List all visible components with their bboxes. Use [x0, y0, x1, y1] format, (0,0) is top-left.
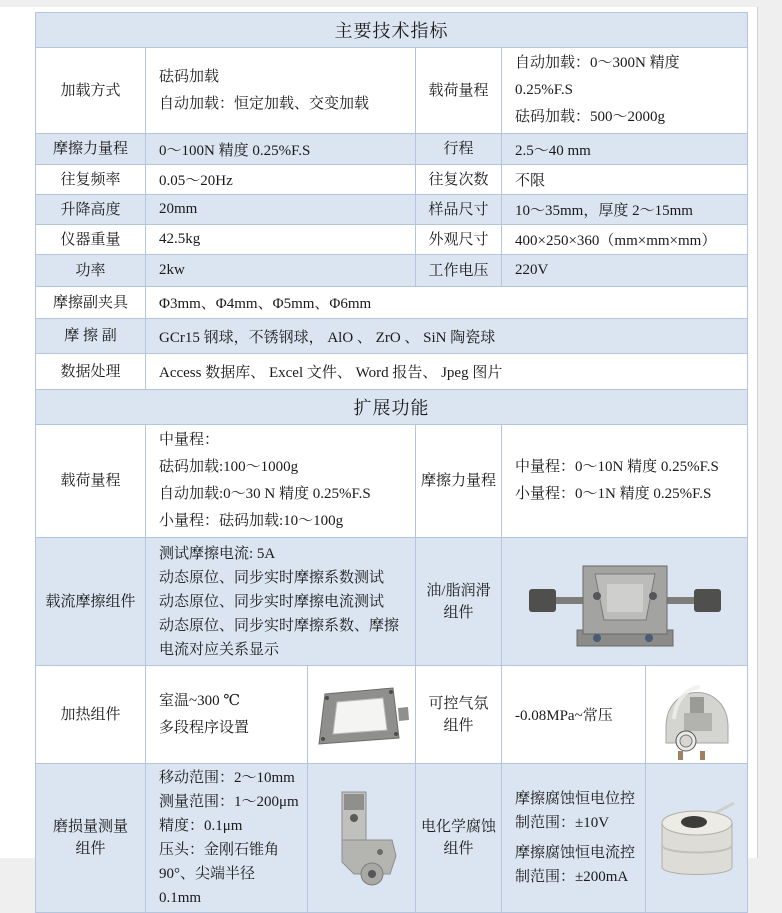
spec-label-weight: 仪器重量 [36, 225, 146, 255]
spec-value-weight: 42.5kg [146, 225, 416, 255]
table-row [36, 764, 748, 913]
heating-plate-photo [308, 666, 416, 764]
section-title-main-specs: 主要技术指标 [36, 13, 748, 48]
spec-value-load-range: 自动加载：0～300N 精度 0.25%F.S 砝码加载：500～2000g [502, 48, 748, 134]
table-row [36, 13, 748, 48]
spec-value-pair: GCr15 钢球，不锈钢球， AlO 、 ZrO 、 SiN 陶瓷球 [146, 319, 748, 354]
ext-label-electrochemical: 电化学腐蚀 组件 [416, 764, 502, 913]
spec-value-stroke: 2.5～40 mm [502, 134, 748, 165]
spec-value-voltage: 220V [502, 255, 748, 287]
document-page [0, 7, 758, 906]
spec-value-sample-size: 10～35mm，厚度 2～15mm [502, 195, 748, 225]
electrochemical-corrosion-cell-photo [646, 764, 748, 913]
ext-label-friction-range: 摩擦力量程 [416, 425, 502, 538]
heating-plate-image [313, 672, 411, 758]
ext-value-current-friction: 测试摩擦电流: 5A 动态原位、同步实时摩擦系数测试 动态原位、同步实时摩擦电流测试 动态原位、同步实时摩擦系数、摩擦电流对应关系显示 [146, 538, 416, 666]
spec-label-cycles: 往复次数 [416, 165, 502, 195]
spec-label-friction-range: 摩擦力量程 [36, 134, 146, 165]
ext-value-friction-range: 中量程：0～10N 精度 0.25%F.S 小量程：0～1N 精度 0.25%F.S [502, 425, 748, 538]
ext-label-atmosphere: 可控气氛 组件 [416, 666, 502, 764]
section-title-extended-functions: 扩展功能 [36, 390, 748, 425]
ext-value-atmosphere: -0.08MPa~常压 [502, 666, 646, 764]
spec-value-cycles: 不限 [502, 165, 748, 195]
spec-label-lift-height: 升降高度 [36, 195, 146, 225]
spec-label-stroke: 行程 [416, 134, 502, 165]
ext-label-heating: 加热组件 [36, 666, 146, 764]
table-row [36, 48, 748, 134]
ext-value-load-range: 中量程： 砝码加载:100～1000g 自动加载:0～30 N 精度 0.25%F.S 小量程：砝码加载:10～100g [146, 425, 416, 538]
spec-value-data-processing: Access 数据库、 Excel 文件、 Word 报告、 Jpeg 图片 [146, 354, 748, 390]
spec-label-power: 功率 [36, 255, 146, 287]
table-row [36, 425, 748, 538]
spec-value-loading: 砝码加载 自动加载：恒定加载、交变加载 [146, 48, 416, 134]
ext-value-wear: 移动范围：2～10mm 测量范围：1～200μm 精度：0.1μm 压头：金刚石锥角 90°、尖端半径 0.1mm [146, 764, 308, 913]
wear-measurement-sensor-photo [308, 764, 416, 913]
table-row [36, 319, 748, 354]
table-row [36, 165, 748, 195]
spec-label-data-processing: 数据处理 [36, 354, 146, 390]
ext-label-load-range: 载荷量程 [36, 425, 146, 538]
controlled-atmosphere-chamber-photo [646, 666, 748, 764]
wear-sensor-image [314, 782, 410, 894]
spec-label-fixture: 摩擦副夹具 [36, 287, 146, 319]
table-row [36, 134, 748, 165]
table-row [36, 287, 748, 319]
spec-value-power: 2kw [146, 255, 416, 287]
clamp-fixture-image [525, 546, 725, 658]
ext-label-oil-grease: 油/脂润滑 组件 [416, 538, 502, 666]
bell-jar-image [650, 669, 744, 761]
table-row [36, 195, 748, 225]
electrochemical-cell-image [650, 783, 744, 893]
spec-label-pair: 摩 擦 副 [36, 319, 146, 354]
spec-value-dimensions: 400×250×360（mm×mm×mm） [502, 225, 748, 255]
ext-value-heating: 室温~300 ℃ 多段程序设置 [146, 666, 308, 764]
ext-label-current-friction: 载流摩擦组件 [36, 538, 146, 666]
ext-value-electrochemical: 摩擦腐蚀恒电位控制范围：±10V 摩擦腐蚀恒电流控制范围：±200mA [502, 764, 646, 913]
technical-spec-table [35, 12, 748, 913]
spec-label-loading: 加载方式 [36, 48, 146, 134]
table-row [36, 225, 748, 255]
spec-value-friction-range: 0～100N 精度 0.25%F.S [146, 134, 416, 165]
spec-value-frequency: 0.05～20Hz [146, 165, 416, 195]
oil-grease-lubrication-fixture-photo [502, 538, 748, 666]
table-row [36, 255, 748, 287]
table-row [36, 390, 748, 425]
spec-value-lift-height: 20mm [146, 195, 416, 225]
spec-label-load-range: 载荷量程 [416, 48, 502, 134]
ext-label-wear: 磨损量测量 组件 [36, 764, 146, 913]
spec-label-voltage: 工作电压 [416, 255, 502, 287]
spec-label-sample-size: 样品尺寸 [416, 195, 502, 225]
spec-value-fixture: Φ3mm、Φ4mm、Φ5mm、Φ6mm [146, 287, 748, 319]
table-row [36, 538, 748, 666]
table-row [36, 354, 748, 390]
spec-label-frequency: 往复频率 [36, 165, 146, 195]
spec-label-dimensions: 外观尺寸 [416, 225, 502, 255]
table-row [36, 666, 748, 764]
